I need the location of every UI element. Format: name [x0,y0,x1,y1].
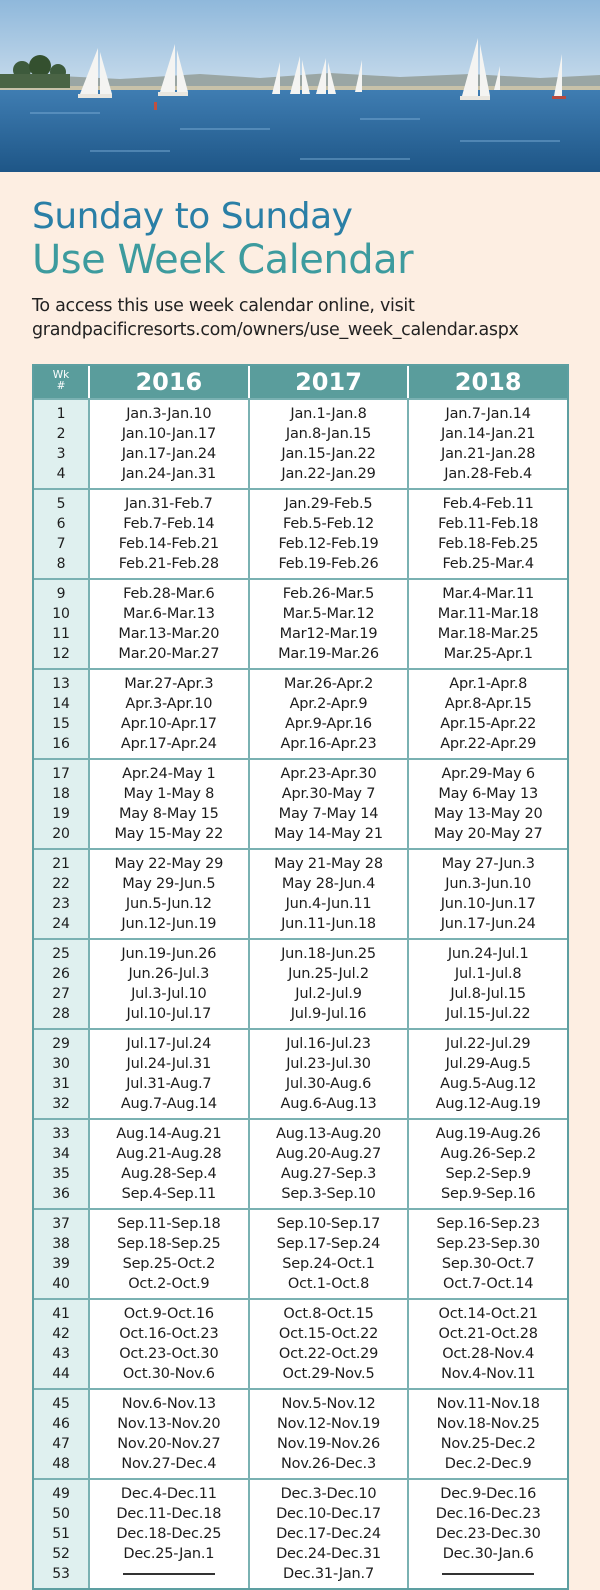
date-range: Jun.3-Jun.10 [445,876,532,892]
week-number-column [34,490,90,578]
date-range: Mar.13-Mar.20 [118,626,220,642]
week-number: 8 [56,556,66,572]
week-number-column [34,1480,90,1588]
date-range: Jul.22-Jul.29 [445,1036,531,1052]
week-number: 53 [52,1566,70,1582]
week-number: 25 [52,946,70,962]
date-range: Nov.13-Nov.20 [117,1416,221,1432]
date-range-column-2016 [90,1300,250,1388]
date-range: Jun.26-Jul.3 [128,966,210,982]
date-range: Dec.4-Dec.11 [120,1486,217,1502]
date-range: Nov.20-Nov.27 [117,1436,221,1452]
date-range: Oct.9-Oct.16 [123,1306,214,1322]
date-range: Mar.25-Apr.1 [443,646,533,662]
week-group [34,1388,567,1478]
date-range-column-2017 [250,670,410,758]
date-range-column-2016 [90,1210,250,1298]
sailboats-image [0,0,600,172]
date-range: Jul.23-Jul.30 [286,1056,371,1072]
date-range: Apr.1-Apr.8 [449,676,528,692]
date-range: Mar.4-Mar.11 [442,586,535,602]
date-range: Apr.3-Apr.10 [125,696,213,712]
week-number: 52 [52,1546,70,1562]
date-range: Oct.30-Nov.6 [122,1366,215,1382]
date-range: Aug.6-Aug.13 [280,1096,377,1112]
date-range-column-2018 [409,940,567,1028]
date-range: Jun.17-Jun.24 [440,916,536,932]
date-range: Feb.28-Mar.6 [123,586,215,602]
date-range: May 6-May 13 [438,786,539,802]
date-range-column-2017 [250,1030,410,1118]
date-range: Nov.18-Nov.25 [436,1416,540,1432]
date-range-column-2016 [90,940,250,1028]
date-range: Mar12-Mar.19 [279,626,378,642]
date-range: Jan.24-Jan.31 [121,466,216,482]
date-range: Oct.2-Oct.9 [128,1276,210,1292]
date-range: Oct.23-Oct.30 [119,1346,219,1362]
week-group [34,1298,567,1388]
date-range-column-2016 [90,760,250,848]
date-range: May 29-Jun.5 [122,876,216,892]
week-number: 5 [56,496,66,512]
date-range: May 27-Jun.3 [441,856,535,872]
date-range: Mar.11-Mar.18 [437,606,539,622]
date-range: May 22-May 29 [114,856,224,872]
date-range: Sep.3-Sep.10 [281,1186,376,1202]
date-range: Sep.2-Sep.9 [445,1166,531,1182]
date-range: Apr.24-May 1 [122,766,216,782]
date-range: Jul.17-Jul.24 [126,1036,212,1052]
date-range: Aug.19-Aug.26 [435,1126,541,1142]
week-number: 3 [56,446,66,462]
date-range: Nov.25-Dec.2 [440,1436,536,1452]
date-range-column-2017 [250,1390,410,1478]
week-number-column [34,670,90,758]
week-number: 6 [56,516,66,532]
date-range: Apr.23-Apr.30 [280,766,377,782]
date-range: Oct.7-Oct.14 [443,1276,534,1292]
date-range: Jul.8-Jul.15 [450,986,526,1002]
week-number: 10 [52,606,70,622]
week-group [34,1118,567,1208]
dash-line [442,1573,534,1575]
date-range-column-2016 [90,580,250,668]
date-range: Feb.19-Feb.26 [278,556,379,572]
date-range: Jul.3-Jul.10 [131,986,207,1002]
week-number: 27 [52,986,70,1002]
date-range: Sep.30-Oct.7 [441,1256,535,1272]
week-number: 37 [52,1216,70,1232]
week-number-column [34,580,90,668]
week-number: 30 [52,1056,70,1072]
date-range: Oct.28-Nov.4 [442,1346,535,1362]
week-number: 29 [52,1036,70,1052]
date-range: Dec.2-Dec.9 [444,1456,532,1472]
date-range: Jan.21-Jan.28 [441,446,536,462]
date-range-column-2016 [90,670,250,758]
date-range: Jul.24-Jul.31 [126,1056,212,1072]
date-range: Jun.11-Jun.18 [281,916,376,932]
date-range: Aug.7-Aug.14 [120,1096,217,1112]
date-range-column-2017 [250,400,410,488]
intro-line-1: To access this use week calendar online, visit [32,296,415,316]
date-range-column-2017 [250,1210,410,1298]
date-range: Sep.4-Sep.11 [121,1186,217,1202]
date-range: Mar.6-Mar.13 [122,606,215,622]
week-number: 7 [56,536,66,552]
date-range: Jun.4-Jun.11 [285,896,372,912]
week-header-label: Wk [52,369,70,381]
date-range: Dec.17-Dec.24 [276,1526,381,1542]
date-range: Apr.16-Apr.23 [280,736,377,752]
week-number: 15 [52,716,70,732]
week-number: 2 [56,426,66,442]
date-range-column-2016 [90,850,250,938]
week-number: 46 [52,1416,70,1432]
date-range: Feb.4-Feb.11 [442,496,534,512]
week-number: 9 [56,586,66,602]
intro-url: grandpacificresorts.com/owners/use_week_calendar.aspx [32,320,519,340]
date-range: Jun.18-Jun.25 [281,946,376,962]
date-range-column-2017 [250,490,410,578]
week-group [34,1028,567,1118]
dash-line [123,1573,215,1575]
date-range: May 15-May 22 [114,826,224,842]
date-range: May 28-Jun.4 [281,876,376,892]
week-group [34,938,567,1028]
date-range: Jul.9-Jul.16 [290,1006,367,1022]
year-header-2016: 2016 [90,366,250,398]
date-range: Dec.16-Dec.23 [435,1506,541,1522]
date-range: May 8-May 15 [118,806,219,822]
date-range: Dec.11-Dec.18 [116,1506,222,1522]
week-number-column [34,850,90,938]
week-number: 48 [52,1456,70,1472]
date-range: Aug.26-Sep.2 [440,1146,536,1162]
week-number: 4 [56,466,66,482]
week-number: 34 [52,1146,70,1162]
week-number-column [34,1390,90,1478]
week-number: 1 [56,406,66,422]
date-range: Feb.26-Mar.5 [282,586,375,602]
date-range: Oct.21-Oct.28 [438,1326,538,1342]
week-group [34,398,567,488]
date-range: May 13-May 20 [433,806,543,822]
harbor-photo [0,0,600,172]
week-number: 18 [52,786,70,802]
week-number: 49 [52,1486,70,1502]
date-range: Feb.5-Feb.12 [282,516,375,532]
week-number: 50 [52,1506,70,1522]
date-range: Aug.27-Sep.3 [280,1166,377,1182]
date-range: Aug.20-Aug.27 [275,1146,382,1162]
week-number-column [34,1030,90,1118]
date-range: Apr.30-May 7 [281,786,376,802]
date-range: Apr.8-Apr.15 [444,696,532,712]
date-range: Oct.29-Nov.5 [282,1366,375,1382]
date-range: Jan.1-Jan.8 [290,406,367,422]
date-range: Nov.5-Nov.12 [281,1396,376,1412]
date-range: Aug.13-Aug.20 [275,1126,382,1142]
page-title [32,196,592,283]
date-range: Sep.24-Oct.1 [282,1256,375,1272]
date-range: Jul.29-Aug.5 [445,1056,531,1072]
date-range-column-2018 [409,1120,567,1208]
date-range: Jan.3-Jan.10 [126,406,212,422]
date-range: Nov.27-Dec.4 [121,1456,217,1472]
date-range: Apr.15-Apr.22 [440,716,537,732]
date-range: Oct.22-Oct.29 [278,1346,379,1362]
week-group [34,488,567,578]
date-range: Aug.28-Sep.4 [121,1166,217,1182]
date-range-column-2017 [250,1480,410,1588]
week-number: 38 [52,1236,70,1252]
week-number-column [34,760,90,848]
date-range: Jan.31-Feb.7 [124,496,213,512]
date-range: Mar.19-Mar.26 [278,646,379,662]
date-range-column-2016 [90,490,250,578]
week-number-column [34,1300,90,1388]
use-week-calendar-table [32,364,569,1590]
week-number-column [34,1210,90,1298]
date-range: Dec.24-Dec.31 [276,1546,381,1562]
week-number: 33 [52,1126,70,1142]
date-range: Dec.30-Jan.6 [442,1546,534,1562]
date-range-column-2018 [409,490,567,578]
week-group [34,668,567,758]
week-number: 12 [52,646,70,662]
week-number: 19 [52,806,70,822]
date-range: Jun.19-Jun.26 [121,946,217,962]
date-range: Jun.12-Jun.19 [121,916,217,932]
week-number: 44 [52,1366,70,1382]
week-number: 23 [52,896,70,912]
date-range: Nov.11-Nov.18 [436,1396,540,1412]
date-range: Apr.17-Apr.24 [120,736,217,752]
date-range: Aug.5-Aug.12 [440,1076,537,1092]
date-range: Dec.31-Jan.7 [283,1566,374,1582]
date-range: Feb.12-Feb.19 [278,536,379,552]
date-range: Aug.21-Aug.28 [116,1146,222,1162]
date-range: Jan.29-Feb.5 [284,496,373,512]
date-range-column-2018 [409,670,567,758]
date-range: Apr.10-Apr.17 [120,716,217,732]
week-number: 22 [52,876,70,892]
date-range-column-2017 [250,850,410,938]
date-range: Apr.2-Apr.9 [289,696,368,712]
date-range: Jan.7-Jan.14 [445,406,531,422]
week-number: 31 [52,1076,70,1092]
date-range-column-2016 [90,1030,250,1118]
week-header-symbol: # [56,380,66,392]
week-group [34,1208,567,1298]
date-range-column-2016 [90,400,250,488]
week-number: 28 [52,1006,70,1022]
date-range: Nov.12-Nov.19 [276,1416,381,1432]
date-range-column-2017 [250,1300,410,1388]
no-week-dash [409,1564,567,1584]
date-range-column-2017 [250,580,410,668]
date-range: Jul.2-Jul.9 [295,986,362,1002]
week-number: 40 [52,1276,70,1292]
date-range: Jan.22-Jan.29 [281,466,376,482]
week-number: 47 [52,1436,70,1452]
intro-text [32,294,592,342]
date-range: May 20-May 27 [433,826,543,842]
week-number: 20 [52,826,70,842]
title-line-1: Sunday to Sunday [32,196,353,237]
date-range: Dec.9-Dec.16 [440,1486,537,1502]
week-number: 41 [52,1306,70,1322]
date-range-column-2016 [90,1390,250,1478]
date-range: Feb.25-Mar.4 [442,556,534,572]
year-header-2017: 2017 [250,366,410,398]
table-header-row [34,366,567,398]
title-line-2: Use Week Calendar [32,237,414,284]
date-range: Jan.17-Jan.24 [121,446,216,462]
week-number: 14 [52,696,70,712]
date-range: Feb.11-Feb.18 [438,516,539,532]
week-number: 16 [52,736,70,752]
date-range: Nov.19-Nov.26 [276,1436,381,1452]
date-range: Dec.18-Dec.25 [116,1526,222,1542]
date-range: May 1-May 8 [123,786,215,802]
date-range-column-2018 [409,580,567,668]
week-number: 51 [52,1526,70,1542]
date-range: Dec.3-Dec.10 [280,1486,377,1502]
date-range: Jul.30-Aug.6 [285,1076,372,1092]
week-number-column [34,940,90,1028]
no-week-dash [90,1564,248,1584]
date-range-column-2018 [409,1030,567,1118]
date-range-column-2018 [409,400,567,488]
date-range: Sep.17-Sep.24 [276,1236,381,1252]
date-range: Feb.18-Feb.25 [438,536,539,552]
date-range-column-2018 [409,850,567,938]
date-range: Jan.15-Jan.22 [281,446,376,462]
week-number: 45 [52,1396,70,1412]
week-group [34,578,567,668]
date-range: Mar.26-Apr.2 [283,676,374,692]
date-range: Mar.18-Mar.25 [437,626,539,642]
date-range: Jan.8-Jan.15 [285,426,372,442]
date-range: Apr.22-Apr.29 [440,736,537,752]
date-range: Nov.6-Nov.13 [121,1396,216,1412]
date-range-column-2018 [409,1300,567,1388]
date-range: Apr.9-Apr.16 [285,716,372,732]
date-range: Dec.10-Dec.17 [276,1506,381,1522]
date-range-column-2017 [250,760,410,848]
week-number: 13 [52,676,70,692]
date-range: Sep.11-Sep.18 [117,1216,221,1232]
date-range: Feb.14-Feb.21 [118,536,219,552]
date-range-column-2016 [90,1120,250,1208]
week-number-header [34,366,90,398]
week-group [34,848,567,938]
date-range: Jun.25-Jul.2 [288,966,369,982]
week-number: 39 [52,1256,70,1272]
date-range: Oct.16-Oct.23 [119,1326,219,1342]
date-range: Dec.23-Dec.30 [435,1526,541,1542]
date-range: Sep.9-Sep.16 [440,1186,536,1202]
week-number: 36 [52,1186,70,1202]
date-range: Sep.16-Sep.23 [436,1216,540,1232]
week-number: 24 [52,916,70,932]
date-range: Dec.25-Jan.1 [123,1546,215,1562]
date-range: Apr.29-May 6 [441,766,535,782]
date-range: Oct.15-Oct.22 [278,1326,379,1342]
date-range: Jul.16-Jul.23 [286,1036,371,1052]
date-range: Jun.24-Jul.1 [447,946,529,962]
week-number: 35 [52,1166,70,1182]
date-range: Aug.12-Aug.19 [435,1096,541,1112]
date-range: Jun.10-Jun.17 [440,896,536,912]
date-range: Jan.10-Jan.17 [121,426,216,442]
date-range: Feb.7-Feb.14 [123,516,215,532]
date-range: May 7-May 14 [278,806,379,822]
date-range: Mar.5-Mar.12 [282,606,375,622]
week-number: 21 [52,856,70,872]
week-number-column [34,1120,90,1208]
date-range-column-2017 [250,940,410,1028]
date-range: Jul.31-Aug.7 [126,1076,212,1092]
date-range-column-2018 [409,1480,567,1588]
date-range: Sep.23-Sep.30 [436,1236,540,1252]
week-number: 11 [52,626,70,642]
date-range: Sep.18-Sep.25 [117,1236,221,1252]
date-range-column-2018 [409,1390,567,1478]
date-range: Oct.14-Oct.21 [438,1306,538,1322]
date-range: Oct.1-Oct.8 [287,1276,370,1292]
week-number: 17 [52,766,70,782]
date-range-column-2018 [409,1210,567,1298]
date-range: Mar.20-Mar.27 [118,646,220,662]
date-range: Jan.28-Feb.4 [444,466,533,482]
week-group [34,758,567,848]
date-range: Sep.10-Sep.17 [276,1216,381,1232]
date-range: Oct.8-Oct.15 [283,1306,374,1322]
date-range-column-2018 [409,760,567,848]
week-group [34,1478,567,1588]
date-range: Jul.10-Jul.17 [126,1006,212,1022]
date-range: Aug.14-Aug.21 [116,1126,222,1142]
week-number: 43 [52,1346,70,1362]
date-range: Jul.1-Jul.8 [454,966,522,982]
week-number: 26 [52,966,70,982]
date-range-column-2017 [250,1120,410,1208]
week-number: 32 [52,1096,70,1112]
date-range: Sep.25-Oct.2 [122,1256,216,1272]
date-range: Mar.27-Apr.3 [124,676,214,692]
week-number: 42 [52,1326,70,1342]
date-range-column-2016 [90,1480,250,1588]
date-range: Feb.21-Feb.28 [118,556,219,572]
date-range: May 21-May 28 [274,856,383,872]
date-range: Jun.5-Jun.12 [125,896,212,912]
date-range: Jul.15-Jul.22 [445,1006,531,1022]
week-number-column [34,400,90,488]
date-range: Nov.26-Dec.3 [281,1456,376,1472]
date-range: Jan.14-Jan.21 [441,426,536,442]
year-header-2018: 2018 [454,368,522,396]
date-range: Nov.4-Nov.11 [441,1366,536,1382]
date-range: May 14-May 21 [274,826,383,842]
